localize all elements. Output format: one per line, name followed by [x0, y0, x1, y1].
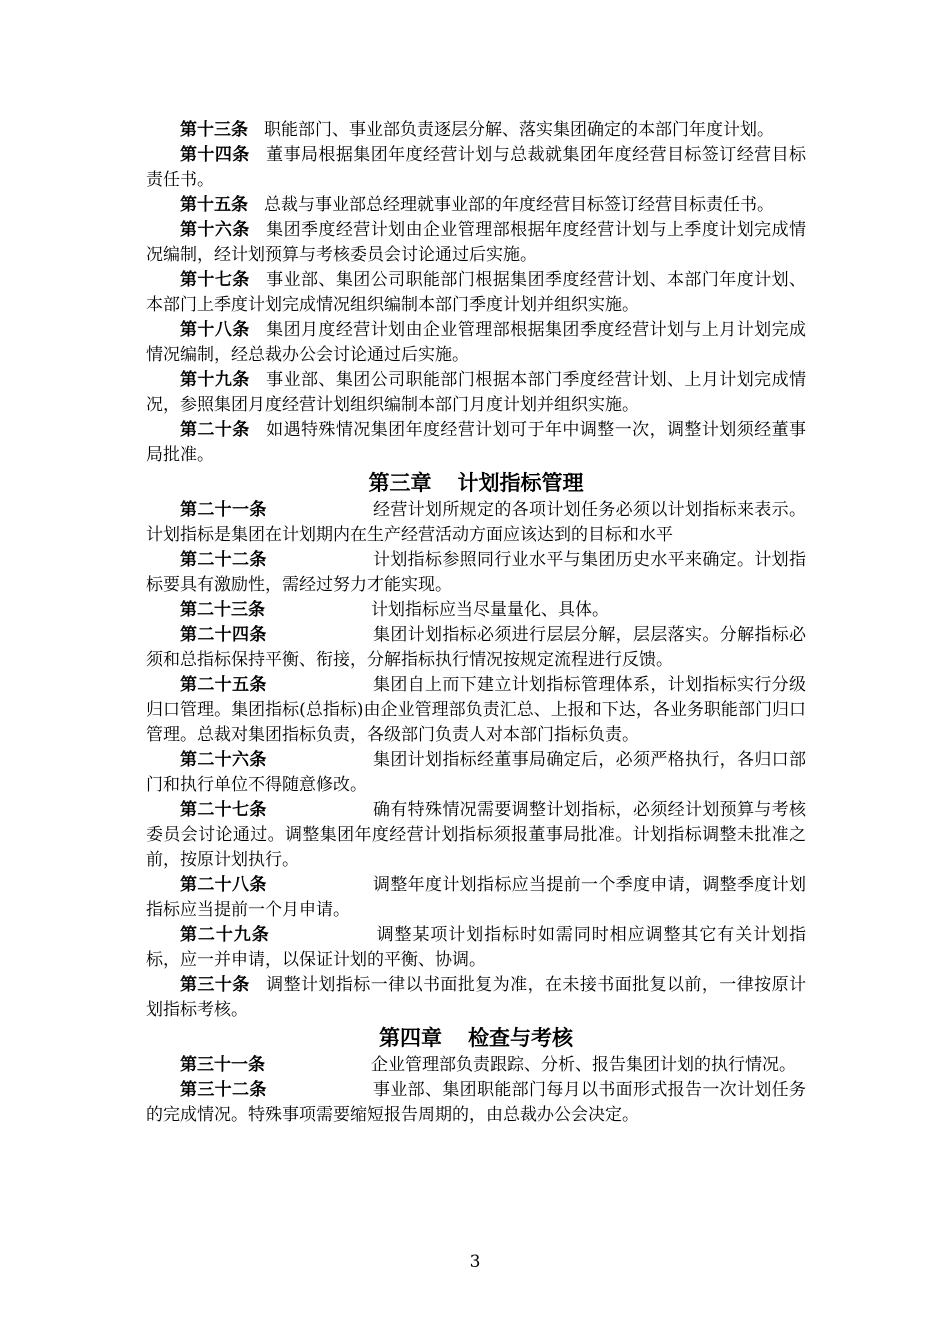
article-paragraph: [146, 548, 806, 598]
article-text: 调整年度计划指标应当提前一个季度申请，调整季度计划指标应当提前一个月申请。: [146, 875, 807, 920]
article-label: 第十五条: [180, 195, 248, 215]
document-body: [146, 118, 806, 1128]
article-label: 第二十九条: [180, 925, 270, 945]
article-text: 企业管理部负责跟踪、分析、报告集团计划的执行情况。: [371, 1055, 796, 1075]
article-paragraph: [146, 143, 806, 193]
chapter-title: 计划指标管理: [457, 470, 584, 495]
article-label: 第二十一条: [180, 500, 267, 520]
article-paragraph: [146, 923, 806, 973]
article-label: 第十六条: [180, 220, 250, 240]
article-label: 第二十六条: [180, 750, 267, 770]
article-paragraph: [146, 418, 806, 468]
article-text: 经营计划所规定的各项计划任务必须以计划指标来表示。计划指标是集团在计划期内在生产经营活动方面应该达到的目标和水平: [146, 500, 807, 545]
article-text: 计划指标参照同行业水平与集团历史水平来确定。计划指标要具有激励性，需经过努力才能实现。: [146, 550, 807, 595]
article-paragraph: [146, 598, 806, 623]
article-paragraph: [146, 193, 806, 218]
article-text: 调整某项计划指标时如需同时相应调整其它有关计划指标，应一并申请，以保证计划的平衡、协调。: [146, 925, 806, 970]
article-label: 第二十七条: [180, 800, 267, 820]
article-label: 第十三条: [180, 120, 248, 140]
article-text: 集团季度经营计划由企业管理部根据年度经营计划与上季度计划完成情况编制，经计划预算与考核委员会讨论通过后实施。: [146, 220, 807, 265]
article-label: 第二十三条: [180, 600, 265, 620]
article-text: 如遇特殊情况集团年度经营计划可于年中调整一次，调整计划须经董事局批准。: [146, 420, 807, 465]
article-label: 第三十条: [180, 975, 250, 995]
article-label: 第二十条: [180, 420, 250, 440]
article-label: 第二十八条: [180, 875, 267, 895]
article-paragraph: [146, 368, 806, 418]
article-paragraph: [146, 673, 806, 748]
article-paragraph: [146, 973, 806, 1023]
article-paragraph: [146, 623, 806, 673]
article-paragraph: [146, 798, 806, 873]
chapter-label: 第三章: [368, 470, 432, 495]
article-paragraph: [146, 873, 806, 923]
article-label: 第二十五条: [180, 675, 267, 695]
article-text: 集团计划指标经董事局确定后，必须严格执行，各归口部门和执行单位不得随意修改。: [146, 750, 807, 795]
article-paragraph: [146, 1078, 806, 1128]
article-paragraph: [146, 218, 806, 268]
article-label: 第二十四条: [180, 625, 267, 645]
article-text: 事业部、集团职能部门每月以书面形式报告一次计划任务的完成情况。特殊事项需要缩短报告周期的，由总裁办公会决定。: [146, 1080, 807, 1125]
article-text: 事业部、集团公司职能部门根据本部门季度经营计划、上月计划完成情况，参照集团月度经营计划组织编制本部门月度计划并组织实施。: [146, 370, 807, 415]
article-paragraph: [146, 498, 806, 548]
article-label: 第二十二条: [180, 550, 267, 570]
article-text: 集团计划指标必须进行层层分解，层层落实。分解指标必须和总指标保持平衡、衔接，分解指标执行情况按规定流程进行反馈。: [146, 625, 807, 670]
article-text: 确有特殊情况需要调整计划指标，必须经计划预算与考核委员会讨论通过。调整集团年度经营计划指标须报董事局批准。计划指标调整未批准之前，按原计划执行。: [146, 800, 807, 870]
article-paragraph: [146, 318, 806, 368]
article-label: 第十九条: [180, 370, 250, 390]
article-label: 第十八条: [180, 320, 250, 340]
article-text: 总裁与事业部总经理就事业部的年度经营目标签订经营目标责任书。: [264, 195, 774, 215]
chapter-heading: [146, 1023, 806, 1053]
article-paragraph: [146, 748, 806, 798]
article-text: 集团月度经营计划由企业管理部根据集团季度经营计划与上月计划完成情况编制，经总裁办公会讨论通过后实施。: [146, 320, 807, 365]
article-paragraph: [146, 1053, 806, 1078]
article-text: 计划指标应当尽量量化、具体。: [371, 600, 609, 620]
article-label: 第十七条: [180, 270, 250, 290]
chapter-heading: [146, 468, 806, 498]
article-text: 集团自上而下建立计划指标管理体系，计划指标实行分级归口管理。集团指标(总指标)由企业管理部负责汇总、上报和下达，各业务职能部门归口管理。总裁对集团指标负责，各级部门负责人对本部门指标负责。: [146, 675, 807, 745]
chapter-title: 检查与考核: [468, 1025, 573, 1050]
article-label: 第三十二条: [180, 1080, 267, 1100]
chapter-label: 第四章: [379, 1025, 442, 1050]
article-label: 第三十一条: [180, 1055, 265, 1075]
article-text: 事业部、集团公司职能部门根据集团季度经营计划、本部门年度计划、本部门上季度计划完成情况组织编制本部门季度计划并组织实施。: [146, 270, 807, 315]
article-label: 第十四条: [180, 145, 250, 165]
article-paragraph: [146, 268, 806, 318]
page-number: 3: [469, 1252, 481, 1272]
article-text: 调整计划指标一律以书面批复为准，在未接书面批复以前，一律按原计划指标考核。: [146, 975, 807, 1020]
article-paragraph: [146, 118, 806, 143]
article-text: 董事局根据集团年度经营计划与总裁就集团年度经营目标签订经营目标责任书。: [146, 145, 807, 190]
article-text: 职能部门、事业部负责逐层分解、落实集团确定的本部门年度计划。: [264, 120, 774, 140]
